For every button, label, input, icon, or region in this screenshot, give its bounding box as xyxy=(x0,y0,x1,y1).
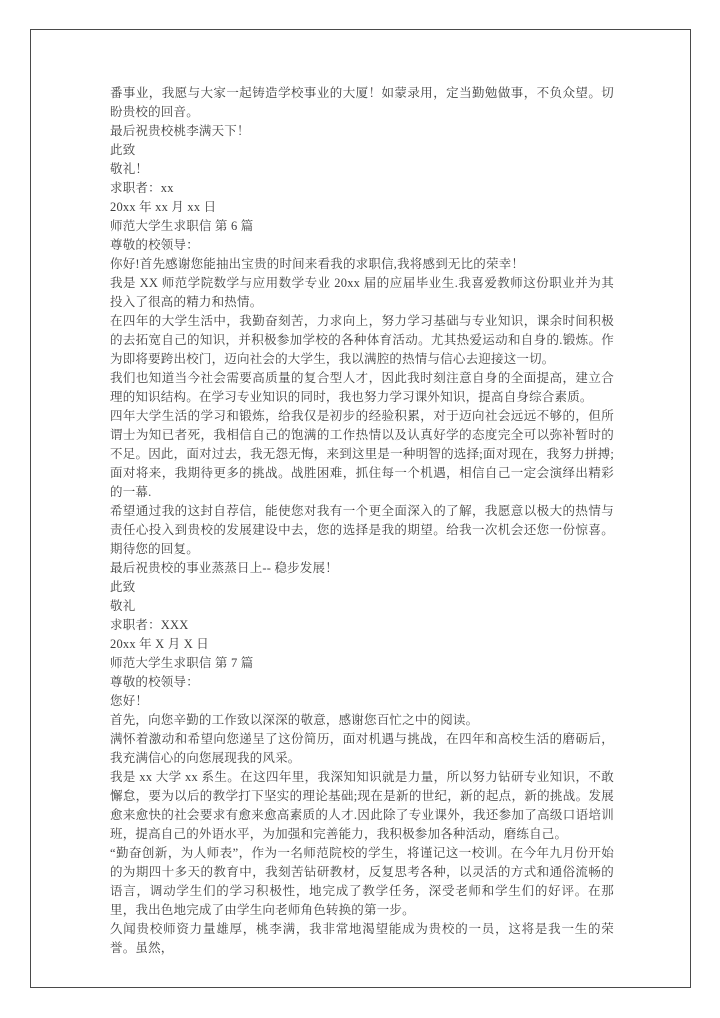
blessing-line: 最后祝贵校桃李满天下！ xyxy=(110,124,250,138)
paragraph: 首先，向您辛勤的工作致以深深的敬意，感谢您百忙之中的阅读。 xyxy=(110,713,479,727)
signature-line: 求职者：XXX xyxy=(110,618,189,632)
date-line: 20xx 年 xx 月 xx 日 xyxy=(110,200,217,214)
paragraph: 希望通过我的这封自荐信，能使您对我有一个更全面深入的了解，我愿意以极大的热情与责任心投入到贵校的发展建设中去，您的选择是我的期望。给我一次机会还您一份惊喜。 期待您的回复。 xyxy=(110,504,614,556)
section-heading: 师范大学生求职信 第 7 篇 xyxy=(110,656,254,670)
salutation: 尊敬的校领导： xyxy=(110,675,199,689)
paragraph: 我们也知道当今社会需要高质量的复合型人才，因此我时刻注意自身的全面提高，建立合理的知识结构。在学习专业知识的同时，我也努力学习课外知识，提高自身综合素质。 xyxy=(110,371,614,404)
document-page xyxy=(30,29,691,988)
signature-line: 求职者：xx xyxy=(110,181,174,195)
closing-line: 此致 xyxy=(110,143,136,157)
paragraph: 我是 xx 大学 xx 系生。在这四年里，我深知知识就是力量，所以努力钻研专业知识，不敢懈怠，要为以后的教学打下坚实的理论基础;现在是新的世纪，新的起点，新的挑战。发展愈来愈快的社会要求有愈来愈高素质的人才.因此除了专业课外，我还参加了高级口语培训班，提高自己的外语水平，为加强和完善能力，我积极参加各种活动，磨练自己。 xyxy=(110,770,614,841)
section-heading: 师范大学生求职信 第 6 篇 xyxy=(110,219,254,233)
paragraph: 久闻贵校师资力量雄厚，桃李满，我非常地渴望能成为贵校的一员，这将是我一生的荣誉。虽然， xyxy=(110,922,614,955)
paragraph: 满怀着激动和希望向您递呈了这份简历，面对机遇与挑战，在四年和高校生活的磨砺后，我充满信心的向您展现我的风采。 xyxy=(110,732,614,765)
salutation: 尊敬的校领导： xyxy=(110,238,199,252)
date-line: 20xx 年 X 月 X 日 xyxy=(110,637,209,651)
paragraph: 我是 XX 师范学院数学与应用数学专业 20xx 届的应届毕业生.我喜爱教师这份职业并为其投入了很高的精力和热情。 xyxy=(110,276,614,309)
paragraph: “勤奋创新，为人师表”，作为一名师范院校的学生，将谨记这一校训。在今年九月份开始的为期四十多天的教育中，我刻苦钻研教材，反复思考各种，以灵活的方式和通俗流畅的语言，调动学生们的学习积极性，地完成了教学任务，深受老师和学生们的好评。在那里，我出色地完成了由学生向老师角色转换的第一步。 xyxy=(110,846,614,917)
greeting-line: 您好！ xyxy=(110,694,149,708)
document-body xyxy=(110,84,614,958)
closing-line: 敬礼 xyxy=(110,599,136,613)
paragraph: 你好!首先感谢您能抽出宝贵的时间来看我的求职信,我将感到无比的荣幸！ xyxy=(110,257,525,271)
closing-line: 此致 xyxy=(110,580,136,594)
paragraph: 番事业，我愿与大家一起铸造学校事业的大厦！如蒙录用，定当勤勉做事，不负众望。切盼贵校的回音。 xyxy=(110,86,614,119)
closing-line: 敬礼！ xyxy=(110,162,149,176)
blessing-line: 最后祝贵校的事业蒸蒸日上-- 稳步发展！ xyxy=(110,561,338,575)
paragraph: 四年大学生活的学习和锻炼，给我仅是初步的经验积累，对于迈向社会远远不够的，但所谓士为知已者死，我相信自己的饱满的工作热情以及认真好学的态度完全可以弥补暂时的不足。因此，面对过去，我无怨无悔，来到这里是一种明智的选择;面对现在，我努力拼搏;面对将来，我期待更多的挑战。战胜困难，抓住每一个机遇，相信自己一定会演绎出精彩的一幕. xyxy=(110,409,614,499)
paragraph: 在四年的大学生活中，我勤奋刻苦，力求向上，努力学习基础与专业知识，课余时间积极的去拓宽自己的知识，并积极参加学校的各种体育活动。尤其热爱运动和自身的.锻炼。作为即将要跨出校门，迈向社会的大学生，我以满腔的热情与信心去迎接这一切。 xyxy=(110,314,614,366)
